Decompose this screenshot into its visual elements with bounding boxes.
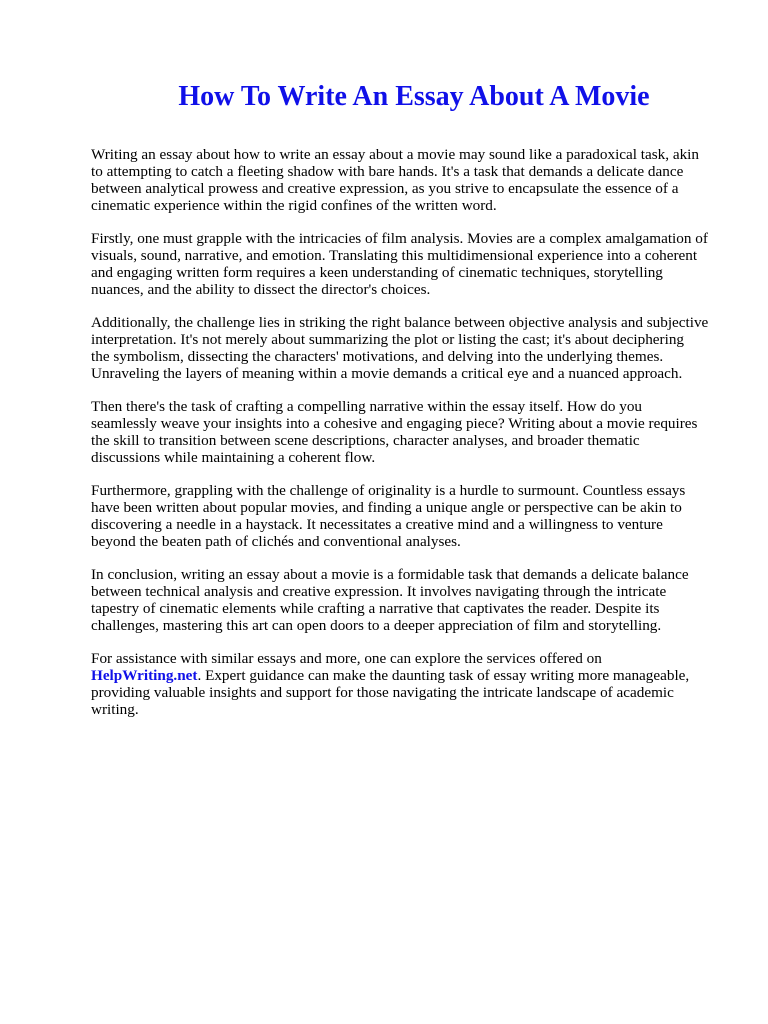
paragraph-line: and engaging written form requires a keen understanding of cinematic techniques, storytelling (91, 264, 663, 281)
paragraph-line: Firstly, one must grapple with the intricacies of film analysis. Movies are a complex amalgamation of (91, 230, 708, 247)
paragraph-line: discovering a needle in a haystack. It necessitates a creative mind and a willingness to venture (91, 516, 663, 533)
paragraph-line: the skill to transition between scene descriptions, character analyses, and broader thematic (91, 432, 640, 449)
paragraph-line: the symbolism, dissecting the characters' motivations, and delving into the underlying themes. (91, 348, 664, 365)
essay-body (91, 146, 731, 734)
helpwriting-link[interactable]: HelpWriting.net (91, 667, 198, 684)
paragraph-line: to attempting to catch a fleeting shadow with bare hands. It's a task that demands a delicate dance (91, 163, 684, 180)
link-trailing-text: . Expert guidance can make the daunting task of essay writing more manageable, (197, 667, 690, 684)
paragraph-line (91, 667, 731, 684)
paragraph-line: cinematic experience within the rigid confines of the written word. (91, 197, 497, 214)
paragraph-line: Unraveling the layers of meaning within a movie demands a critical eye and a nuanced approach. (91, 365, 683, 382)
paragraph-line: writing. (91, 701, 139, 718)
paragraph-line: tapestry of cinematic elements while crafting a narrative that captivates the reader. Despite its (91, 600, 660, 617)
paragraph-line: interpretation. It's not merely about summarizing the plot or listing the cast; it's about deciphering (91, 331, 685, 348)
page-title: How To Write An Essay About A Movie (178, 81, 650, 112)
paragraph-line: between analytical prowess and creative expression, as you strive to encapsulate the essence of a (91, 180, 679, 197)
paragraph-3 (91, 314, 731, 382)
paragraph-line: Then there's the task of crafting a compelling narrative within the essay itself. How do you (91, 398, 643, 415)
paragraph-6 (91, 566, 731, 634)
paragraph-1 (91, 146, 731, 214)
paragraph-line: nuances, and the ability to dissect the director's choices. (91, 281, 431, 298)
paragraph-line: have been written about popular movies, and finding a unique angle or perspective can be akin to (91, 499, 682, 516)
paragraph-line: between technical analysis and creative expression. It involves navigating through the intricate (91, 583, 667, 600)
paragraph-line: beyond the beaten path of clichés and conventional analyses. (91, 533, 461, 550)
closing-paragraph (91, 650, 731, 718)
paragraph-4 (91, 398, 731, 466)
paragraph-line: providing valuable insights and support for those navigating the intricate landscape of academic (91, 684, 674, 701)
paragraph-line: discussions while maintaining a coherent flow. (91, 449, 376, 466)
paragraph-line: visuals, sound, narrative, and emotion. Translating this multidimensional experience into a coherent (91, 247, 698, 264)
paragraph-2 (91, 230, 731, 298)
paragraph-line: seamlessly weave your insights into a cohesive and engaging piece? Writing about a movie requires (91, 415, 698, 432)
paragraph-line: For assistance with similar essays and more, one can explore the services offered on (91, 650, 602, 667)
paragraph-line: Writing an essay about how to write an essay about a movie may sound like a paradoxical task, akin (91, 146, 699, 163)
paragraph-line: Furthermore, grappling with the challenge of originality is a hurdle to surmount. Countless essays (91, 482, 686, 499)
paragraph-line: In conclusion, writing an essay about a movie is a formidable task that demands a delicate balance (91, 566, 689, 583)
paragraph-line: challenges, mastering this art can open doors to a deeper appreciation of film and storytelling. (91, 617, 662, 634)
paragraph-5 (91, 482, 731, 550)
paragraph-line: Additionally, the challenge lies in striking the right balance between objective analysis and subjective (91, 314, 709, 331)
